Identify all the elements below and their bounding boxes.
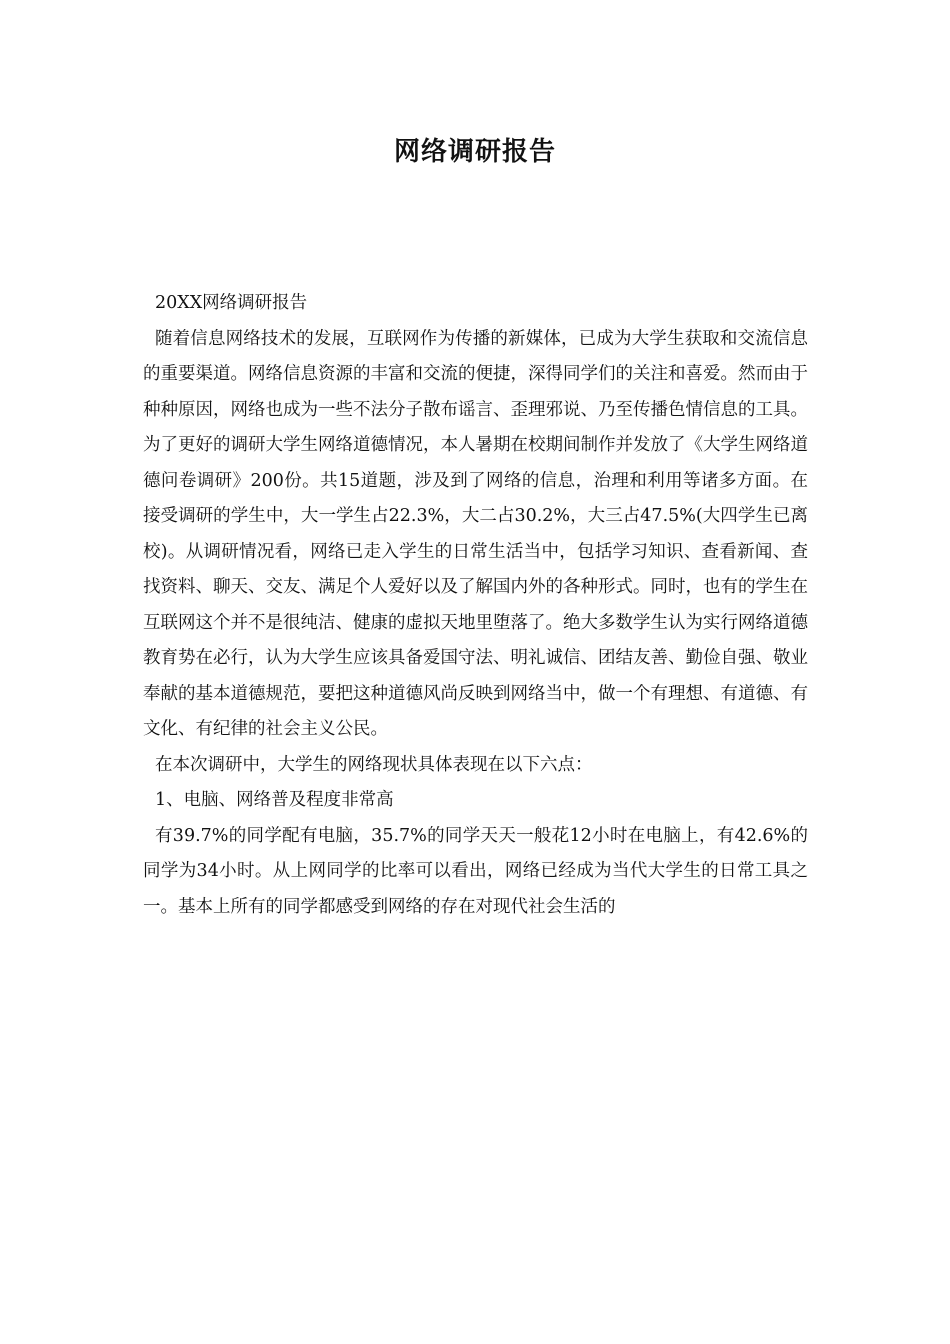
intro-paragraph: 随着信息网络技术的发展，互联网作为传播的新媒体，已成为大学生获取和交流信息的重要渠道。网络信息资源的丰富和交流的便捷，深得同学们的关注和喜爱。然而由于种种原因，网络也成为一些不法分子散布谣言、歪理邪说、乃至传播色情信息的工具。为了更好的调研大学生网络道德情况，本人暑期在校期间制作并发放了《大学生网络道德问卷调研》200份。共15道题，涉及到了网络的信息，治理和利用等诸多方面。在接受调研的学生中，大一学生占22.3%，大二占30.2%，大三占47.5%(大四学生已离校)。从调研情况看，网络已走入学生的日常生活当中，包括学习知识、查看新闻、查找资料、聊天、交友、满足个人爱好以及了解国内外的各种形式。同时，也有的学生在互联网这个并不是很纯洁、健康的虚拟天地里堕落了。绝大多数学生认为实行网络道德教育势在必行，认为大学生应该具备爱国守法、明礼诚信、团结友善、勤俭自强、敬业奉献的基本道德规范，要把这种道德风尚反映到网络当中，做一个有理想、有道德、有文化、有纪律的社会主义公民。 [143, 328, 808, 739]
six-points-lead-paragraph: 在本次调研中，大学生的网络现状具体表现在以下六点： [155, 754, 593, 775]
document-body [143, 286, 808, 925]
point-one-paragraph: 有39.7%的同学配有电脑，35.7%的同学天天一般花12小时在电脑上，有42.6%的同学为34小时。从上网同学的比率可以看出，网络已经成为当代大学生的日常工具之一。基本上所有的同学都感受到网络的存在对现代社会生活的 [143, 825, 808, 917]
report-heading-paragraph: 20XX网络调研报告 [155, 293, 308, 313]
page-title: 网络调研报告 [393, 137, 556, 167]
point-one-heading: 1、电脑、网络普及程度非常高 [155, 790, 394, 810]
